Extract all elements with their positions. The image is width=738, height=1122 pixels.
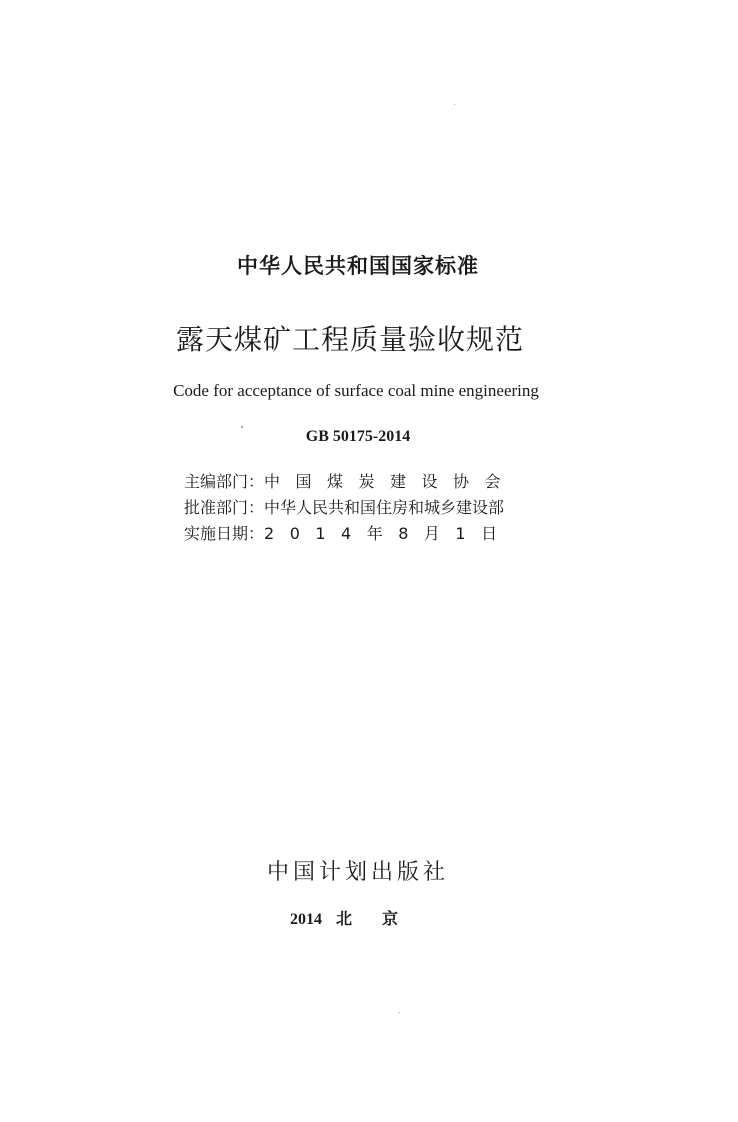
approver-value: 中华人民共和国住房和城乡建设部	[264, 498, 505, 517]
editor-row	[184, 469, 516, 495]
print-speck	[454, 104, 455, 105]
editor-value: 中国煤炭建设协会	[264, 472, 517, 491]
publisher: 中国计划出版社	[266, 860, 449, 885]
print-speck	[241, 426, 243, 428]
date-value: 2014年8月1日	[264, 524, 513, 543]
date-label: 实施日期：	[184, 524, 265, 543]
approver-label: 批准部门：	[184, 498, 265, 517]
date-row	[184, 521, 516, 547]
standard-type: 中华人民共和国国家标准	[237, 254, 479, 278]
standard-code: GB 50175-2014	[305, 428, 411, 445]
title-english: Code for acceptance of surface coal mine engineering	[173, 381, 539, 400]
approver-row	[184, 495, 516, 521]
print-speck	[399, 1012, 400, 1013]
publication-year: 2014	[290, 911, 322, 928]
publication-city: 北京	[336, 909, 429, 928]
publication-info	[184, 469, 516, 547]
editor-label: 主编部门：	[184, 472, 265, 491]
place-year	[290, 906, 428, 929]
title-chinese: 露天煤矿工程质量验收规范	[175, 323, 524, 356]
